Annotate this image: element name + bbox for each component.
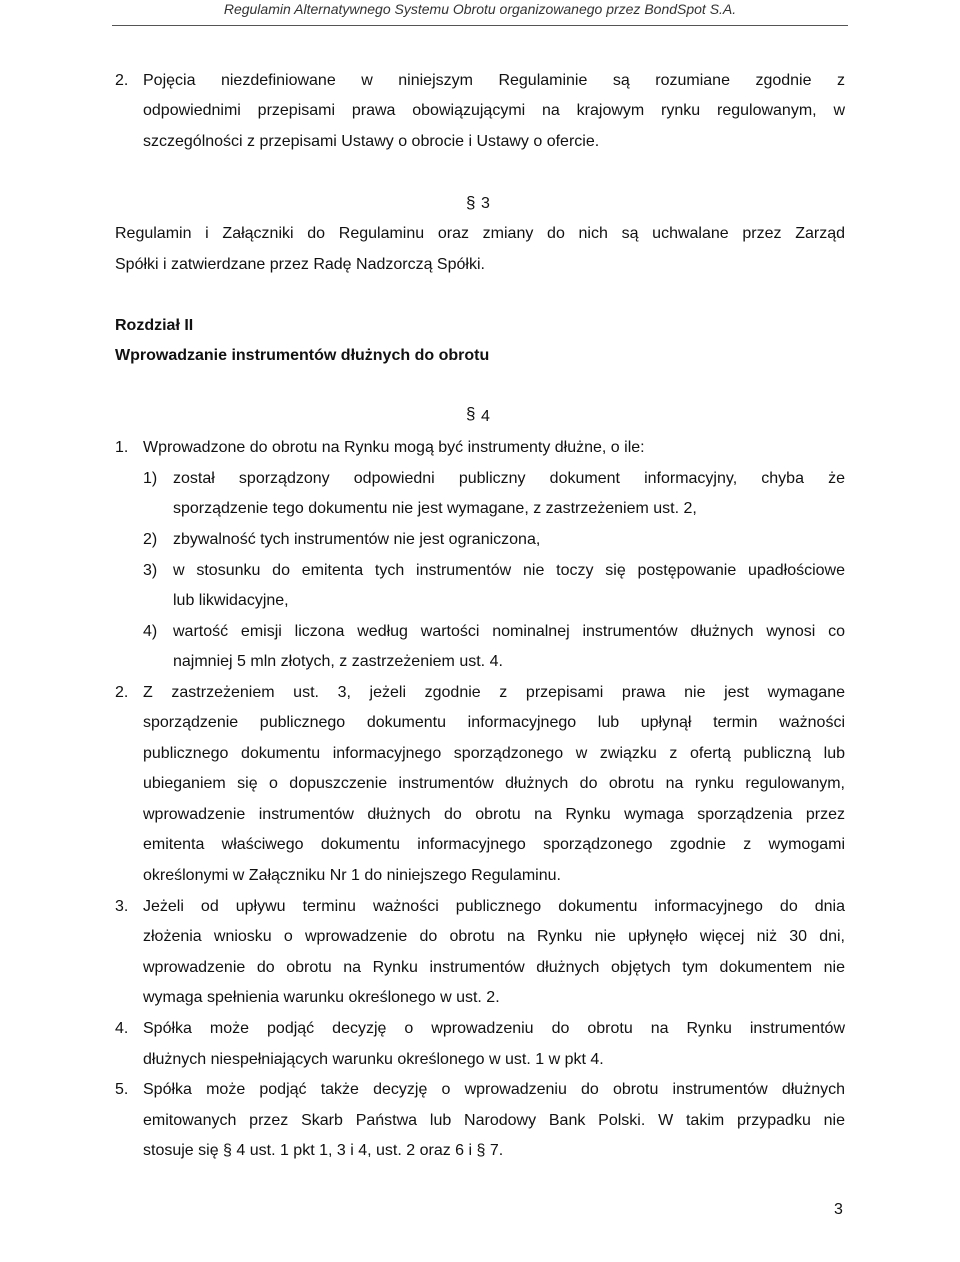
text-line: szczególności z przepisami Ustawy o obrocie i Ustawy o ofercie. (143, 133, 600, 150)
text-line: Spółki i zatwierdzane przez Radę Nadzorczą Spółki. (115, 256, 485, 273)
page-number: 3 (834, 1201, 843, 1218)
text-line: emitowanych przez Skarb Państwa lub Narodowy Bank Polski. W takim przypadku nie (143, 1112, 845, 1129)
paragraph-number: 3 (481, 195, 490, 212)
text-line: w stosunku do emitenta tych instrumentów nie toczy się postępowanie upadłościowe (173, 562, 845, 579)
item-number: 3. (115, 898, 129, 915)
text-line: zbywalność tych instrumentów nie jest ograniczona, (173, 531, 541, 548)
subitem-number: 4) (143, 623, 158, 640)
text-line: określonymi w Załączniku Nr 1 do niniejszego Regulaminu. (143, 867, 561, 884)
header-title: Regulamin Alternatywnego Systemu Obrotu organizowanego przez BondSpot S.A. (223, 1, 737, 17)
item-number: 1. (115, 439, 129, 456)
item-number: 5. (115, 1081, 129, 1098)
item-number: 2. (115, 72, 129, 89)
text-line: sporządzenie publicznego dokumentu informacyjnego lub upłynął termin ważności (143, 714, 845, 731)
text-line: dłużnych niespełniających warunku określonego w ust. 1 w pkt 4. (143, 1051, 604, 1068)
text-line: lub likwidacyjne, (173, 592, 289, 609)
text-line: Pojęcia niezdefiniowane w niniejszym Regulaminie są rozumiane zgodnie z (143, 72, 845, 89)
text-line: złożenia wniosku o wprowadzenie do obrotu na Rynku nie upłynęło więcej niż 30 dni, (143, 928, 845, 945)
text-line: wprowadzenie do obrotu na Rynku instrumentów dłużnych objętych tym dokumentem nie (143, 959, 845, 976)
text-line: Spółka może podjąć także decyzję o wprowadzeniu do obrotu instrumentów dłużnych (143, 1081, 845, 1098)
text-line: odpowiednimi przepisami prawa obowiązującymi na krajowym rynku regulowanym, w (143, 102, 845, 119)
text-line: Z zastrzeżeniem ust. 3, jeżeli zgodnie z przepisami prawa nie jest wymagane (143, 684, 845, 701)
text-line: Regulamin i Załączniki do Regulaminu oraz zmiany do nich są uchwalane przez Zarząd (115, 225, 845, 242)
text-line: ubieganiem się o dopuszczenie instrumentów dłużnych do obrotu na rynku regulowanym, (143, 775, 845, 792)
page-header (112, 0, 848, 26)
text-line: Jeżeli od upływu terminu ważności publicznego dokumentu informacyjnego do dnia (143, 898, 845, 915)
text-line: stosuje się § 4 ust. 1 pkt 1, 3 i 4, ust. 2 oraz 6 i § 7. (143, 1142, 504, 1159)
paragraph-sign: § (466, 193, 476, 212)
chapter-title: Wprowadzanie instrumentów dłużnych do obrotu (115, 347, 490, 364)
subitem-number: 3) (143, 562, 158, 579)
text-line: publicznego dokumentu informacyjnego sporządzonego w związku z ofertą publiczną lub (143, 745, 845, 762)
item-number: 2. (115, 684, 129, 701)
subitem-number: 1) (143, 470, 158, 487)
item-number: 4. (115, 1020, 129, 1037)
text-line: Wprowadzone do obrotu na Rynku mogą być instrumenty dłużne, o ile: (143, 439, 645, 456)
text-line: najmniej 5 mln złotych, z zastrzeżeniem ust. 4. (173, 653, 503, 670)
text-line: Spółka może podjąć decyzję o wprowadzeniu do obrotu na Rynku instrumentów (143, 1020, 845, 1037)
paragraph-number: 4 (481, 408, 490, 425)
paragraph-sign: § (466, 404, 476, 423)
chapter-label: Rozdział II (115, 317, 194, 334)
subitem-number: 2) (143, 531, 158, 548)
text-line: emitenta właściwego dokumentu informacyjnego sporządzonego zgodnie z wymogami (143, 836, 845, 853)
text-line: wartość emisji liczona według wartości nominalnej instrumentów dłużnych wynosi co (173, 623, 845, 640)
text-line: wymaga spełnienia warunku określonego w ust. 2. (143, 989, 500, 1006)
text-line: został sporządzony odpowiedni publiczny dokument informacyjny, chyba że (173, 470, 845, 487)
text-line: wprowadzenie instrumentów dłużnych do obrotu na Rynku wymaga sporządzenia przez (143, 806, 845, 823)
text-line: sporządzenie tego dokumentu nie jest wymagane, z zastrzeżeniem ust. 2, (173, 500, 697, 517)
